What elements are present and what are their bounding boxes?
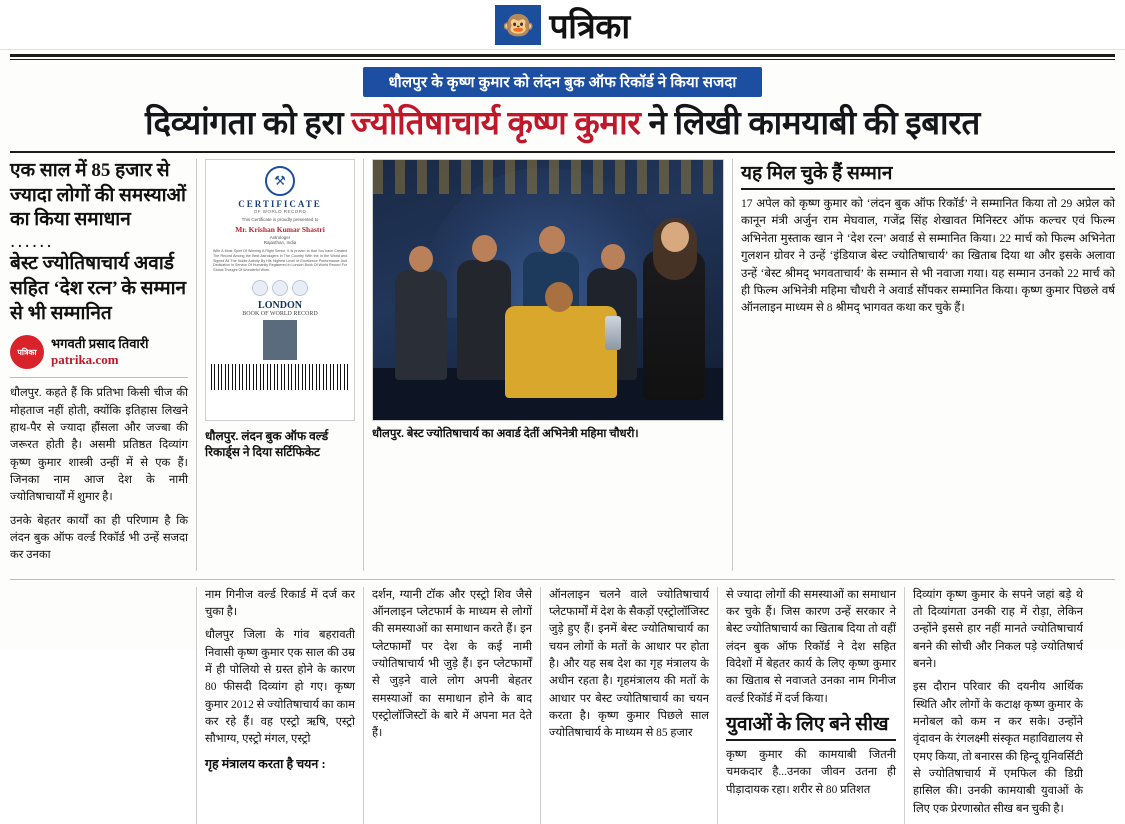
barcode-icon [211,364,349,390]
certificate-line1: This Certificate is proudly presented to [241,216,319,222]
person-head [472,235,497,262]
byline-website[interactable]: patrika.com [51,352,119,368]
column-separator [363,159,364,571]
paragraph: दिव्यांग कृष्ण कुमार के सपने जहां बड़े थे तो दिव्यांगता उनकी राह में रोड़ा, लेकिन उन्होंने इससे हार नहीं मानते ज्योतिषाचार्य बनने की सोची और निकल पड़े ज्योतिषार्च बनने। [913,588,1083,671]
seal-icon [292,280,308,296]
honours-body: 17 अपेल को कृष्ण कुमार को ‘लंदन बुक ऑफ रिकॉर्ड’ ने सम्मानित किया तो 29 अप्रेल को कानून मंत्री अर्जुन राम मेघवाल, गजेंद्र सिंह शेखावत मिनिस्टर ऑफ कल्चर एवं फिल्म अभिनेता मुस्ताक खान ने ‘देश रत्न’ अवार्ड से सम्मानित किया। 22 मार्च को फिल्म अभिनेता गुलशन ग्रोवर ने उन्हें ‘इंडियाज बेस्ट ज्योतिषाचार्य’ का खिताब दिया था और इसके अलावा उन्हें ‘बेस्ट श्रीमद् भगवताचार्य’ के सम्मान से भी नवाजा गया। यह सम्मान उनको 22 मार्च को ही फिल्म अभिनेत्री महिमा चौधरी ने अवार्ड सौंपकर सम्मानित किया। कृष्ण कुमार पिछले वर्ष ऑनलाइन माध्यम से 8 श्रीमद् भागवत कथा कर चुके हैं। [741,196,1115,315]
paragraph: ऑनलाइन चलने वाले ज्योतिषाचार्य प्लेटफार्मों में देश के सैकड़ों एस्ट्रोलॉजिस्ट जुड़े हुए हैं। इनमें बेस्ट ज्योतिषाचार्य का चयन लोगों के मतों के आधार पर होता है। और यह सब देश का गृह मंत्रालय के अधीन रहता है। गृहमंत्रालय की मतों के आधार पर बेस्ट ज्योतिषाचार्य का चयन करता है। कृष्ण कुमार पिछले साल ज्योतिषाचार्य के माध्यम से 85 हजार [549,588,709,740]
divider-thick [10,54,1115,57]
paragraph: से ज्यादा लोगों की समस्याओं का समाधान कर चुके हैं। जिस कारण उन्हें सरकार ने बेस्ट ज्योतिषाचार्य का खिताब दिया तो वहीं लंदन बुक ऑफ रिकॉर्ड ने देश सहित विदेशों में बेहतर कार्य के लिए कृष्ण कुमार का खिताब से नवाजते उनका नाम गिनीज वर्ल्ड रिकॉर्ड में दर्ज किया। [726,588,896,705]
body-column-1 [205,587,355,824]
paragraph: दर्शन, ग्यानी टॉक और एस्ट्रो शिव जैसे ऑनलाइन प्लेटफार्म के माध्यम से लोगों की समस्याओं का समाधान करते हैं। इन प्लेटफार्मों पर देश के कई नामी ज्योतिषाचार्य भी जुड़े हैं। इन प्लेटफार्मों से जुड़ने वाले लोग अपनी बेहतर समस्याओं का समाधान होने के बाद एस्ट्रोलॉजिस्टों के बारे में अपना मत देते हैं। [372,588,532,740]
byline-author: भगवती प्रसाद तिवारी [51,336,149,352]
brand-title: पत्रिका [549,8,630,46]
person-figure [395,270,447,380]
honours-box [741,159,1115,571]
paragraph: नाम गिनीज वर्ल्ड रिकार्ड में दर्ज कर चुका है। [205,588,355,619]
masthead [0,0,1125,50]
headline-part2: ने लिखी कामयाबी की इबारत [640,106,981,142]
headline-divider [10,151,1115,153]
column-separator [732,159,733,571]
subheading-large: युवाओं के लिए बने सीख [726,714,896,741]
seal-icon [272,280,288,296]
column-separator [363,587,364,824]
byline [10,335,188,369]
paragraph: धौलपुर जिला के गांव बहरावती निवासी कृष्ण कुमार एक साल की उम्र में ही पोलियो से ग्रस्त होने के कारण 80 फीसदी दिव्यांग हो गए। कृष्ण कुमार 2012 से ज्योतिषाचार्य का काम कर रहे हैं। वह एस्ट्रो ऋषि, एस्ट्रो सौभाग्य, एस्ट्रो मंगल, एस्ट्रो [205,629,355,746]
certificate-place: Rajasthan, India [263,239,297,245]
photo-caption: धौलपुर. बेस्ट ज्योतिषाचार्य का अवार्ड देतीं अभिनेत्री महिमा चौधरी। [372,427,639,440]
body-column-3 [549,587,709,824]
left-para-1: धौलपुर. कहते हैं कि प्रतिभा किसी चीज की मोहताज नहीं होती, क्योंकि इतिहास लिखने हाथ-पैर से ज्यादा हौंसला और जज्बा की जरूरत होती है। असमी प्रतिष्ठत दिव्यांग कृष्ण कुमार शास्त्री उन्हीं में से एक हैं। जिनका नाम आज देश के नामी ज्योतिषाचार्यों में शुमार है। [10,387,188,504]
body-column-4 [726,587,896,824]
subheading: गृह मंत्रालय करता है चयन : [205,756,326,771]
masthead-inner [495,2,629,48]
headline-highlight: ज्योतिषाचार्य कृष्ण कुमार [351,106,641,142]
column-separator [540,587,541,824]
byline-text [51,336,148,369]
kicker-text: धौलपुर के कृष्ण कुमार को लंदन बुक ऑफ रिकॉर्ड ने किया सजदा [363,67,763,97]
certificate-body: With A Most Spirit Of Winning A Right Senior, It is proven to that You have Created The Record Among the Best Astrologers in The Country With the In the World and Signed All The Noble Activity By His Highest Level of Excellence Performance And Dedication In Service Of Humanity Registered In London Book Of World Record For Global Thought Of Wonderful Work. [213,248,347,273]
actress-head [661,222,689,252]
crest-icon: ⚒ [265,166,295,196]
person-head [409,246,433,272]
body-divider [10,579,1115,580]
portrait-photo [263,320,297,360]
certificate-brand [242,300,317,317]
certificate-caption: धौलपुर. लंदन बुक ऑफ वर्ल्ड रिकार्ड्स ने दिया सर्टिफिकेट [205,428,329,460]
certificate-brand-main: LONDON [258,300,302,312]
certificate-recipient: Mr. Krishan Kumar Shastri [235,224,325,234]
column-separator [717,587,718,824]
trophy-icon [605,316,621,350]
seal-icon [252,280,268,296]
certificate-subtitle: OF WORLD RECORD [253,208,307,214]
photo-column [372,159,724,571]
headline-part1: दिव्यांगता को हरा [144,106,352,142]
body-column-2 [372,587,532,824]
column-separator [904,587,905,824]
left-para-2: उनके बेहतर कार्यों का ही परिणाम है कि लंदन बुक ऑफ वर्ल्ड रिकॉर्ड भी उन्हें सजदा कर उनका [10,514,188,562]
left-body [10,385,188,564]
top-content [0,159,1125,571]
kicker-bar [0,60,1125,97]
paragraph: कृष्ण कुमार की कामयाबी जितनी चमकदार है...उनका जीवन उतना ही पीड़ादायक रहा। शरीर से 80 प्रतिशत [726,748,896,796]
certificate-column [205,159,355,571]
byline-divider [10,377,188,378]
column-separator [196,159,197,571]
lead-paragraph-1: एक साल में 85 हजार से ज्यादा लोगों की समस्याओं का किया समाधान [10,159,186,231]
awardee-head [545,282,573,312]
certificate-seals [252,280,308,296]
body-column-5 [913,587,1083,824]
lion-icon: 🐵 [495,5,541,45]
left-column [10,159,188,571]
body-column-1-spacer [10,587,188,824]
person-figure [457,260,511,380]
stage-lights [373,160,723,194]
article-body [0,587,1125,824]
award-photo [372,159,724,421]
certificate-image [205,159,355,421]
honours-title: यह मिल चुके हैं सम्मान [741,159,1115,190]
page-title [0,97,1125,149]
certificate-brand-sub: BOOK OF WORLD RECORD [242,311,318,318]
person-head [539,226,565,254]
column-separator [196,587,197,824]
awardee-figure [505,306,617,398]
patrika-badge-icon: पत्रिका [10,335,44,369]
person-head [601,244,625,270]
certificate-title: CERTIFICATE [238,198,322,209]
lead-paragraph-2: बेस्ट ज्योतिषाचार्य अवार्ड सहित ‘देश रत्न’ के सम्मान से भी सम्मानित [10,253,187,324]
paragraph: इस दौरान परिवार की दयनीय आर्थिक स्थिति और लोगों के कटाक्ष कृष्ण कुमार के मनोबल को कम न कर सके। उन्होंने वृंदावन के रंगलक्ष्मी संस्कृत महाविद्यालय से एमए किया, तो बनारस की हिन्दू यूनिवर्सिटी से ज्योतिषाचार्य में एमफिल की डिग्री हासिल की। उनकी कामयाबी युवाओं के लिए एक प्रेरणास्रोत सीख बन चुकी है। [913,681,1083,815]
certificate-role: Astrologer [269,234,291,240]
dot-separator: ...... [10,231,54,253]
